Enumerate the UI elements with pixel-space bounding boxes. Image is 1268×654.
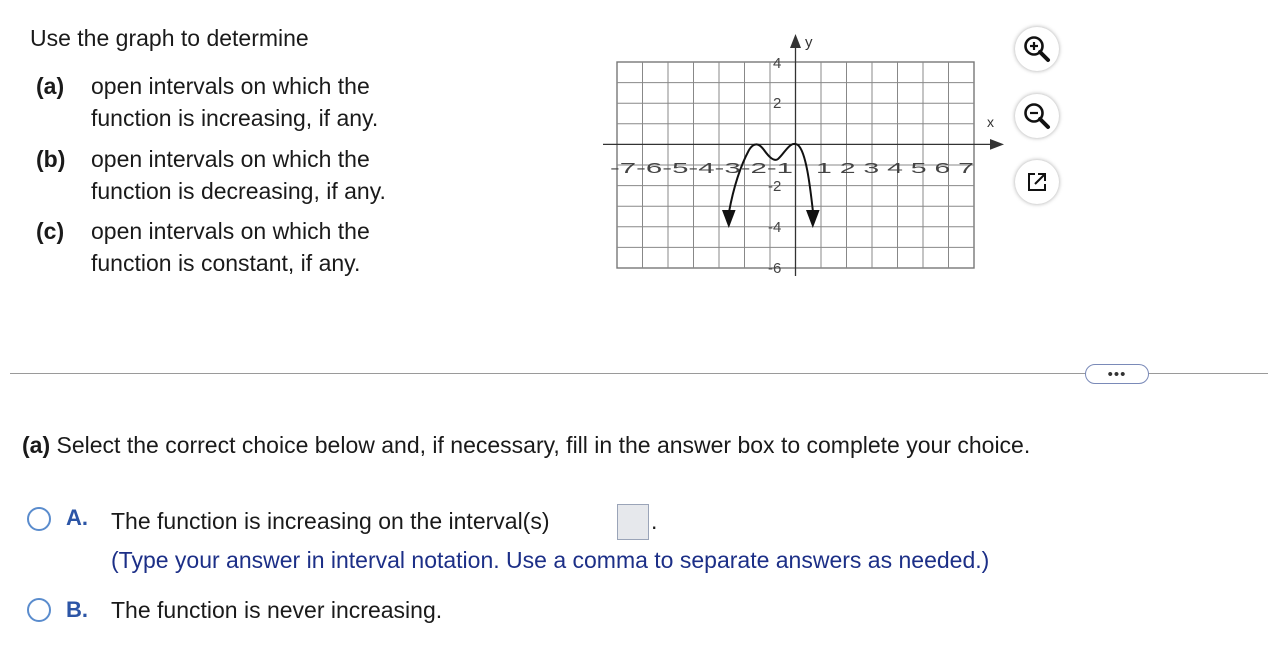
instruction-text: Select the correct choice below and, if necessary, fill in the answer box to complete your choice. (50, 432, 1031, 458)
y-tick-label: -6 (768, 260, 782, 276)
item-line1: open intervals on which the (91, 146, 370, 172)
choice-b-letter: B. (66, 597, 88, 622)
choice-b-radio[interactable] (27, 598, 51, 622)
curve-arrow-right (806, 210, 820, 228)
y-tick-label: 4 (773, 55, 782, 72)
curve-arrow-left (722, 210, 736, 228)
zoom-out-icon (1022, 101, 1052, 131)
y-axis-label: y (805, 34, 813, 51)
more-options-label: ••• (1107, 365, 1127, 383)
item-text (91, 143, 386, 207)
part-a-instruction (22, 432, 1030, 459)
choice-b-text: The function is never increasing. (111, 597, 443, 623)
item-label: (a) (36, 73, 65, 99)
section-divider (10, 373, 1268, 374)
item-line2: function is increasing, if any. (91, 105, 379, 131)
function-graph (598, 26, 1018, 276)
x-tick-labels-positive: 1 2 3 4 5 6 7 (816, 160, 974, 177)
y-axis-arrow (790, 34, 801, 48)
item-line2: function is decreasing, if any. (91, 178, 386, 204)
instruction-label: (a) (22, 432, 51, 458)
item-line1: open intervals on which the (91, 73, 370, 99)
question-intro: Use the graph to determine (30, 25, 309, 51)
x-tick-labels-negative: -7-6-5-4-3-2-1 (610, 160, 793, 177)
zoom-in-icon (1022, 34, 1052, 64)
item-text (91, 70, 378, 134)
item-text (91, 215, 370, 279)
item-line1: open intervals on which the (91, 218, 370, 244)
choice-a-hint: (Type your answer in interval notation. Use a comma to separate answers as needed.) (111, 547, 990, 573)
interval-answer-input[interactable] (617, 504, 649, 540)
zoom-in-button[interactable] (1015, 27, 1059, 71)
choice-a-radio[interactable] (27, 507, 51, 531)
popout-button[interactable] (1015, 160, 1059, 204)
choice-a-text: The function is increasing on the interval(s) (111, 508, 550, 534)
x-axis-arrow (990, 139, 1004, 150)
choice-a-suffix: . (651, 508, 658, 534)
item-label: (b) (36, 146, 66, 172)
external-link-icon (1025, 170, 1049, 194)
y-tick-label: 2 (773, 95, 782, 112)
x-axis-label: x (987, 114, 994, 130)
item-label: (c) (36, 218, 65, 244)
item-line2: function is constant, if any. (91, 250, 361, 276)
y-tick-label: -2 (768, 178, 782, 195)
y-tick-label: -4 (768, 219, 782, 236)
zoom-out-button[interactable] (1015, 94, 1059, 138)
more-options-button[interactable] (1085, 364, 1149, 384)
choice-a-letter: A. (66, 505, 88, 530)
